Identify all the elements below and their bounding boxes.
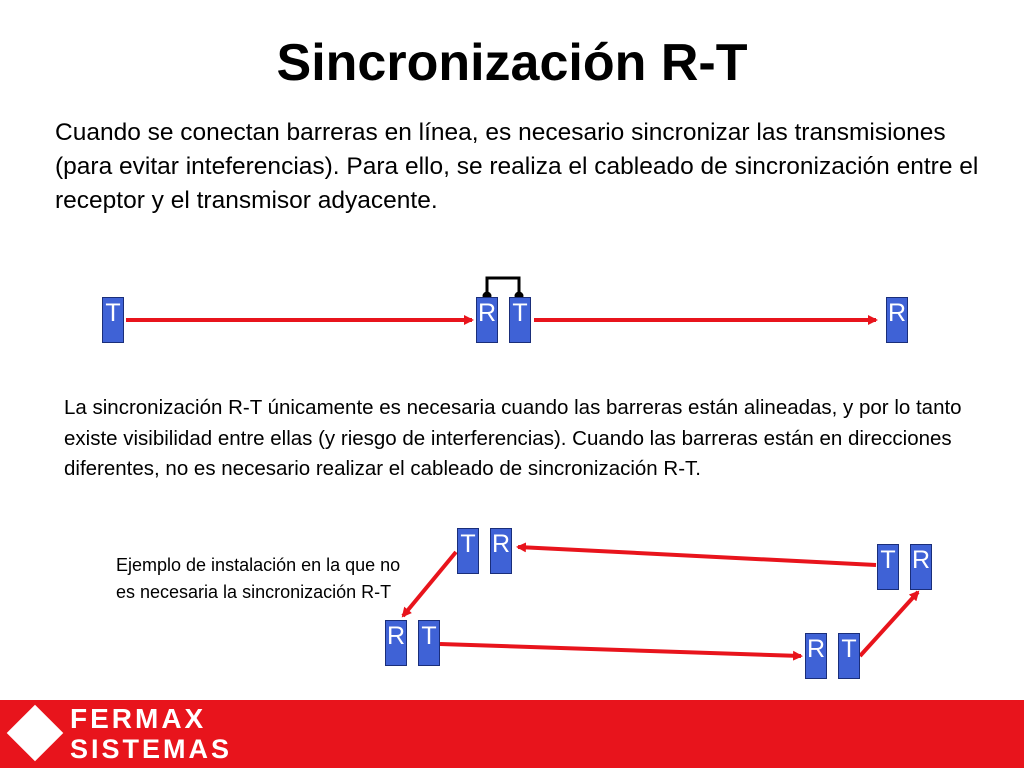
footer-bar <box>0 700 1024 768</box>
receiver-box: R <box>490 528 512 574</box>
arrow-top-t-to-left-r <box>403 552 456 616</box>
arrow-bottom-t-to-far-r <box>860 592 918 656</box>
intro-paragraph: Cuando se conectan barreras en línea, es necesario sincronizar las transmisiones (para evitar inteferencias). Para ello, se realiza el cableado de sincronización entre el receptor y el transmisor adyacente. <box>55 119 979 214</box>
transmitter-box: T <box>418 620 440 666</box>
receiver-box: R <box>805 633 827 679</box>
arrow-left-t-to-bottom-r <box>440 644 801 656</box>
example-caption: Ejemplo de instalación en la que no es necesaria la sincronización R-T <box>116 555 401 602</box>
brand-subtitle: SISTEMAS <box>70 734 233 764</box>
arrow-far-t-to-top-r <box>518 547 876 565</box>
transmitter-box: T <box>102 297 124 343</box>
receiver-box: R <box>910 544 932 590</box>
sync-cable <box>487 278 519 296</box>
transmitter-box: T <box>838 633 860 679</box>
transmitter-box: T <box>457 528 479 574</box>
transmitter-box: T <box>509 297 531 343</box>
receiver-box: R <box>385 620 407 666</box>
receiver-box: R <box>476 297 498 343</box>
transmitter-box: T <box>877 544 899 590</box>
page-title: Sincronización R-T <box>276 34 748 92</box>
brand-name: FERMAX <box>70 703 207 734</box>
explanation-paragraph: La sincronización R-T únicamente es necesaria cuando las barreras están alineadas, y por lo tanto existe visibilidad entre ellas (y riesgo de interferencias). Cuando las barreras están en direcciones diferentes, no es necesario realizar el cableado de sincronización R-T. <box>64 396 962 480</box>
fermax-logo-icon <box>7 705 64 762</box>
receiver-box: R <box>886 297 908 343</box>
